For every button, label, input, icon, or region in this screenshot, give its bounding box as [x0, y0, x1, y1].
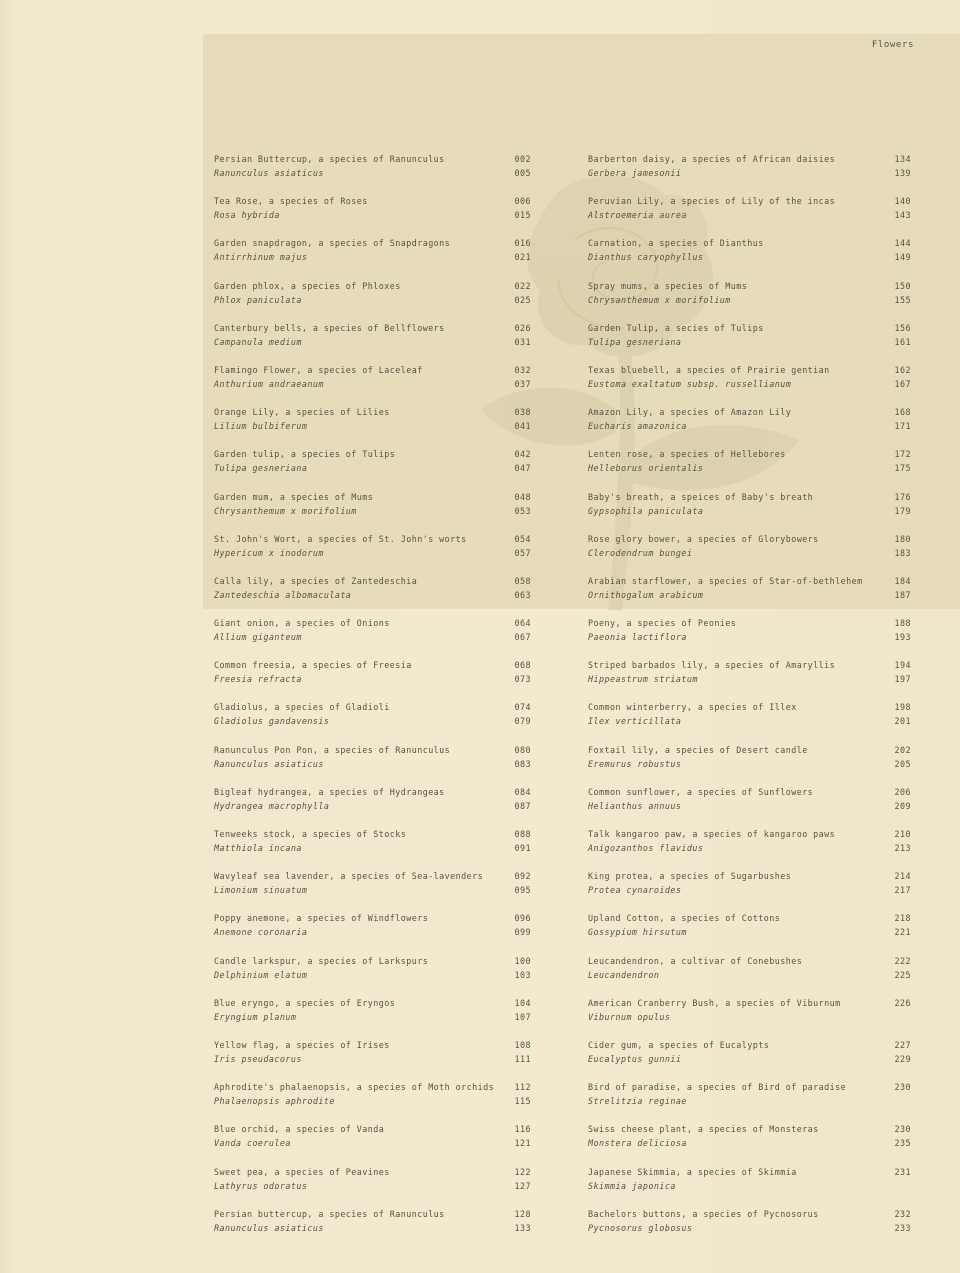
entry-latin-name: Chrysanthemum x morifolium	[214, 505, 357, 516]
entry-common-name: Calla lily, a species of Zantedeschia	[214, 575, 418, 586]
entry-common-name: Poppy anemone, a species of Windflowers	[214, 913, 429, 924]
entry-common-name: Barberton daisy, a species of African daisies	[588, 154, 836, 164]
index-entry	[214, 700, 531, 742]
entry-start-page: 232	[894, 1208, 911, 1219]
index-entry	[214, 869, 531, 911]
entry-common-name: Orange Lily, a species of Lilies	[214, 407, 390, 418]
index-entry	[588, 447, 911, 489]
entry-start-page: 116	[514, 1124, 531, 1135]
entry-start-page: 122	[514, 1166, 531, 1177]
entry-latin-name: Eremurus robustus	[588, 758, 682, 769]
entry-latin-name: Paeonia lactiflora	[588, 632, 687, 643]
entry-start-page: 096	[514, 913, 531, 924]
entry-start-page: 180	[894, 533, 911, 544]
entry-start-page: 198	[894, 702, 911, 713]
entry-start-page: 156	[894, 322, 911, 333]
entry-start-page: 176	[894, 491, 911, 502]
entry-common-name: King protea, a species of Sugarbushes	[588, 871, 792, 882]
index-entry	[588, 1122, 911, 1164]
entry-end-page: 197	[894, 674, 911, 685]
index-entry	[214, 405, 531, 447]
index-entry	[214, 658, 531, 700]
entry-end-page: 047	[514, 463, 531, 474]
entry-common-name: Talk kangaroo paw, a species of kangaroo paws	[588, 829, 836, 839]
index-entry	[588, 827, 911, 869]
entry-latin-name: Hippeastrum striatum	[588, 674, 698, 685]
index-entry	[214, 363, 531, 405]
entry-start-page: 058	[514, 575, 531, 586]
index-entry	[214, 1122, 531, 1164]
index-entry	[588, 911, 911, 953]
entry-start-page: 231	[894, 1166, 911, 1177]
entry-start-page: 227	[894, 1039, 911, 1050]
entry-latin-name: Leucandendron	[588, 969, 660, 980]
entry-common-name: Giant onion, a species of Onions	[214, 618, 390, 629]
index-entry	[214, 743, 531, 785]
index-entry	[214, 996, 531, 1038]
index-entry	[588, 869, 911, 911]
entry-latin-name: Zantedeschia albomaculata	[214, 589, 352, 600]
index-entry	[214, 1207, 531, 1249]
entry-start-page: 210	[894, 829, 911, 839]
index-entry	[588, 743, 911, 785]
index-entry	[588, 321, 911, 363]
entry-latin-name: Viburnum opulus	[588, 1011, 671, 1022]
index-entry	[588, 658, 911, 700]
entry-end-page: 221	[894, 927, 911, 938]
index-entry	[588, 616, 911, 658]
index-entry	[214, 827, 531, 869]
entry-end-page: 095	[514, 885, 531, 896]
entry-end-page: 193	[894, 632, 911, 643]
entry-common-name: Candle larkspur, a species of Larkspurs	[214, 955, 429, 966]
entry-end-page: 201	[894, 716, 911, 727]
entry-latin-name: Anemone coronaria	[214, 927, 308, 938]
entry-latin-name: Monstera deliciosa	[588, 1138, 687, 1149]
index-entry	[588, 996, 911, 1038]
entry-latin-name: Eucalyptus gunnii	[588, 1053, 682, 1064]
entry-start-page: 108	[514, 1039, 531, 1050]
index-entry	[588, 490, 911, 532]
entry-latin-name: Anthurium andraeanum	[214, 378, 324, 389]
entry-latin-name: Ranunculus asiaticus	[214, 758, 324, 769]
entry-start-page: 006	[514, 196, 531, 207]
index-column-right	[588, 152, 911, 1249]
entry-latin-name: Pycnosorus globosus	[588, 1222, 693, 1233]
entry-end-page: 149	[894, 252, 911, 263]
entry-common-name: Upland Cotton, a species of Cottons	[588, 913, 781, 924]
entry-latin-name: Eucharis amazonica	[588, 421, 687, 432]
entry-common-name: Garden mum, a species of Mums	[214, 491, 374, 502]
entry-end-page: 087	[514, 800, 531, 811]
entry-latin-name: Helleborus orientalis	[588, 463, 704, 474]
index-entry	[214, 954, 531, 996]
index-entry	[214, 574, 531, 616]
entry-end-page: 057	[514, 547, 531, 558]
entry-latin-name: Gerbera jamesonii	[588, 168, 682, 178]
index-entry	[214, 1038, 531, 1080]
entry-common-name: Poeny, a species of Peonies	[588, 618, 737, 629]
entry-latin-name: Phalaenopsis aphrodite	[214, 1096, 335, 1107]
entry-common-name: Cider gum, a species of Eucalypts	[588, 1039, 770, 1050]
entry-common-name: Garden snapdragon, a species of Snapdragons	[214, 238, 451, 249]
entry-latin-name: Campanula medium	[214, 336, 302, 347]
entry-start-page: 140	[894, 196, 911, 207]
entry-latin-name: Allium giganteum	[214, 632, 302, 643]
entry-latin-name: Hydrangea macrophylla	[214, 800, 330, 811]
entry-latin-name: Limonium sinuatum	[214, 885, 308, 896]
entry-start-page: 230	[894, 1124, 911, 1135]
entry-end-page: 187	[894, 589, 911, 600]
entry-end-page: 079	[514, 716, 531, 727]
entry-end-page: 179	[894, 505, 911, 516]
entry-common-name: Baby's breath, a speices of Baby's breath	[588, 491, 814, 502]
entry-end-page: 021	[514, 252, 531, 263]
entry-common-name: Texas bluebell, a species of Prairie gentian	[588, 364, 830, 375]
entry-end-page: 213	[894, 843, 911, 853]
entry-start-page: 016	[514, 238, 531, 249]
entry-end-page: 091	[514, 843, 531, 853]
entry-common-name: Bachelors buttons, a species of Pycnosorus	[588, 1208, 819, 1219]
entry-end-page: 155	[894, 294, 911, 305]
entry-start-page: 230	[894, 1082, 911, 1093]
entry-latin-name: Ilex verticillata	[588, 716, 682, 727]
entry-common-name: Persian Buttercup, a species of Ranunculus	[214, 154, 445, 164]
entry-common-name: Bird of paradise, a species of Bird of paradise	[588, 1082, 847, 1093]
entry-start-page: 002	[514, 154, 531, 164]
entry-end-page: 139	[894, 168, 911, 178]
index-entry	[588, 1207, 911, 1249]
entry-common-name: Tenweeks stock, a species of Stocks	[214, 829, 407, 839]
entry-start-page: 048	[514, 491, 531, 502]
entry-common-name: Amazon Lily, a species of Amazon Lily	[588, 407, 792, 418]
entry-common-name: Garden phlox, a species of Phloxes	[214, 280, 401, 291]
index-entry	[588, 785, 911, 827]
index-entry	[214, 490, 531, 532]
entry-start-page: 218	[894, 913, 911, 924]
entry-common-name: Lenten rose, a species of Hellebores	[588, 449, 786, 460]
entry-end-page: 143	[894, 210, 911, 221]
entry-start-page: 064	[514, 618, 531, 629]
index-entry	[588, 279, 911, 321]
index-entry	[214, 911, 531, 953]
entry-start-page: 222	[894, 955, 911, 966]
index-entry	[214, 152, 531, 194]
entry-start-page: 150	[894, 280, 911, 291]
entry-end-page: 015	[514, 210, 531, 221]
entry-latin-name: Dianthus caryophyllus	[588, 252, 704, 263]
entry-end-page: 107	[514, 1011, 531, 1022]
entry-common-name: Yellow flag, a species of Irises	[214, 1039, 390, 1050]
entry-end-page: 133	[514, 1222, 531, 1233]
entry-start-page: 202	[894, 744, 911, 755]
entry-common-name: Common freesia, a species of Freesia	[214, 660, 412, 671]
entry-common-name: Leucandendron, a cultivar of Conebushes	[588, 955, 803, 966]
entry-end-page: 073	[514, 674, 531, 685]
entry-common-name: Ranunculus Pon Pon, a species of Ranunculus	[214, 744, 451, 755]
entry-common-name: Spray mums, a species of Mums	[588, 280, 748, 291]
entry-common-name: Canterbury bells, a species of Bellflowers	[214, 322, 445, 333]
entry-latin-name: Gladiolus gandavensis	[214, 716, 330, 727]
index-entry	[588, 152, 911, 194]
entry-latin-name: Ornithogalum arabicum	[588, 589, 704, 600]
entry-end-page: 067	[514, 632, 531, 643]
entry-common-name: Aphrodite's phalaenopsis, a species of Moth orchids	[214, 1082, 495, 1093]
entry-common-name: Garden tulip, a species of Tulips	[214, 449, 396, 460]
entry-common-name: Swiss cheese plant, a species of Monsteras	[588, 1124, 819, 1135]
entry-start-page: 206	[894, 786, 911, 797]
entry-end-page: 167	[894, 378, 911, 389]
index-entry	[588, 574, 911, 616]
entry-common-name: Sweet pea, a species of Peavines	[214, 1166, 390, 1177]
index-entry	[588, 1038, 911, 1080]
entry-end-page: 053	[514, 505, 531, 516]
entry-latin-name: Skimmia japonica	[588, 1180, 676, 1191]
entry-end-page: 127	[514, 1180, 531, 1191]
entry-start-page: 084	[514, 786, 531, 797]
entry-common-name: Rose glory bower, a species of Glorybowers	[588, 533, 819, 544]
entry-common-name: Foxtail lily, a species of Desert candle	[588, 744, 808, 755]
entry-start-page: 168	[894, 407, 911, 418]
entry-start-page: 134	[894, 154, 911, 164]
entry-start-page: 092	[514, 871, 531, 882]
entry-common-name: Japanese Skimmia, a species of Skimmia	[588, 1166, 797, 1177]
entry-end-page: 103	[514, 969, 531, 980]
entry-latin-name: Tulipa gesneriana	[588, 336, 682, 347]
entry-start-page: 022	[514, 280, 531, 291]
entry-start-page: 068	[514, 660, 531, 671]
entry-common-name: Flamingo Flower, a species of Laceleaf	[214, 364, 423, 375]
entry-common-name: Peruvian Lily, a species of Lily of the incas	[588, 196, 836, 207]
entry-end-page: 225	[894, 969, 911, 980]
entry-end-page: 115	[514, 1096, 531, 1107]
index-entry	[588, 1080, 911, 1122]
entry-common-name: Wavyleaf sea lavender, a species of Sea-lavenders	[214, 871, 484, 882]
entry-latin-name: Matthiola incana	[214, 843, 302, 853]
entry-latin-name: Eustoma exaltatum subsp. russellianum	[588, 378, 792, 389]
index-entry	[588, 363, 911, 405]
entry-start-page: 100	[514, 955, 531, 966]
entry-latin-name: Eryngium planum	[214, 1011, 297, 1022]
index-entry	[588, 1165, 911, 1207]
index-entry	[214, 279, 531, 321]
entry-common-name: Gladiolus, a species of Gladioli	[214, 702, 390, 713]
entry-common-name: Tea Rose, a species of Roses	[214, 196, 368, 207]
entry-start-page: 026	[514, 322, 531, 333]
entry-latin-name: Anigozanthos flavidus	[588, 843, 704, 853]
entry-common-name: Bigleaf hydrangea, a species of Hydrangeas	[214, 786, 445, 797]
entry-latin-name: Antirrhinum majus	[214, 252, 308, 263]
entry-common-name: Garden Tulip, a secies of Tulips	[588, 322, 764, 333]
index-entry	[588, 700, 911, 742]
entry-latin-name: Gossypium hirsutum	[588, 927, 687, 938]
entry-common-name: Blue eryngo, a species of Eryngos	[214, 997, 396, 1008]
entry-start-page: 128	[514, 1208, 531, 1219]
index-entry	[588, 532, 911, 574]
entry-end-page: 111	[514, 1053, 531, 1064]
entry-common-name: Carnation, a species of Dianthus	[588, 238, 764, 249]
entry-start-page: 188	[894, 618, 911, 629]
entry-start-page: 214	[894, 871, 911, 882]
entry-start-page: 088	[514, 829, 531, 839]
index-entry	[214, 236, 531, 278]
entry-common-name: Striped barbados lily, a species of Amaryllis	[588, 660, 836, 671]
index-entry	[214, 1080, 531, 1122]
entry-start-page: 184	[894, 575, 911, 586]
index-entry	[214, 194, 531, 236]
entry-start-page: 080	[514, 744, 531, 755]
entry-common-name: Common sunflower, a species of Sunflowers	[588, 786, 814, 797]
entry-latin-name: Phlox paniculata	[214, 294, 302, 305]
index-entry	[214, 785, 531, 827]
entry-latin-name: Vanda coerulea	[214, 1138, 291, 1149]
entry-end-page: 025	[514, 294, 531, 305]
entry-start-page: 038	[514, 407, 531, 418]
entry-end-page: 037	[514, 378, 531, 389]
entry-latin-name: Delphinium elatum	[214, 969, 308, 980]
entry-start-page: 226	[894, 997, 911, 1008]
section-header: Flowers	[871, 40, 914, 50]
index-entry	[588, 954, 911, 996]
entry-start-page: 194	[894, 660, 911, 671]
entry-start-page: 104	[514, 997, 531, 1008]
entry-end-page: 171	[894, 421, 911, 432]
entry-end-page: 183	[894, 547, 911, 558]
entry-end-page: 031	[514, 336, 531, 347]
entry-common-name: Common winterberry, a species of Illex	[588, 702, 797, 713]
entry-end-page: 209	[894, 800, 911, 811]
entry-end-page: 217	[894, 885, 911, 896]
entry-latin-name: Iris pseudacorus	[214, 1053, 302, 1064]
entry-common-name: St. John's Wort, a species of St. John's worts	[214, 533, 467, 544]
entry-end-page: 041	[514, 421, 531, 432]
entry-latin-name: Clerodendrum bungei	[588, 547, 693, 558]
entry-latin-name: Freesia refracta	[214, 674, 302, 685]
entry-start-page: 172	[894, 449, 911, 460]
entry-start-page: 074	[514, 702, 531, 713]
index-entry	[214, 321, 531, 363]
index-column-left	[214, 152, 531, 1249]
entry-latin-name: Lathyrus odoratus	[214, 1180, 308, 1191]
entry-end-page: 063	[514, 589, 531, 600]
entry-latin-name: Rosa hybrida	[214, 210, 280, 221]
entry-start-page: 032	[514, 364, 531, 375]
entry-end-page: 005	[514, 168, 531, 178]
entry-latin-name: Protea cynaroides	[588, 885, 682, 896]
index-entry	[588, 236, 911, 278]
entry-end-page: 233	[894, 1222, 911, 1233]
entry-end-page: 229	[894, 1053, 911, 1064]
entry-latin-name: Hypericum x inodorum	[214, 547, 324, 558]
entry-start-page: 162	[894, 364, 911, 375]
entry-latin-name: Alstroemeria aurea	[588, 210, 687, 221]
index-entry	[588, 194, 911, 236]
entry-start-page: 144	[894, 238, 911, 249]
entry-latin-name: Gypsophila paniculata	[588, 505, 704, 516]
entry-common-name: Arabian starflower, a species of Star-of-bethlehem	[588, 575, 863, 586]
entry-start-page: 112	[514, 1082, 531, 1093]
index-entry	[214, 532, 531, 574]
entry-end-page: 175	[894, 463, 911, 474]
index-entry	[214, 447, 531, 489]
entry-common-name: Persian buttercup, a species of Ranunculus	[214, 1208, 445, 1219]
entry-start-page: 042	[514, 449, 531, 460]
entry-end-page: 161	[894, 336, 911, 347]
entry-latin-name: Ranunculus asiaticus	[214, 168, 324, 178]
index-entry	[214, 616, 531, 658]
entry-common-name: Blue orchid, a species of Vanda	[214, 1124, 385, 1135]
entry-latin-name: Chrysanthemum x morifolium	[588, 294, 731, 305]
entry-end-page: 205	[894, 758, 911, 769]
entry-start-page: 054	[514, 533, 531, 544]
index-entry	[588, 405, 911, 447]
entry-end-page: 083	[514, 758, 531, 769]
entry-latin-name: Strelitzia reginae	[588, 1096, 687, 1107]
entry-latin-name: Helianthus annuus	[588, 800, 682, 811]
entry-end-page: 235	[894, 1138, 911, 1149]
entry-latin-name: Ranunculus asiaticus	[214, 1222, 324, 1233]
entry-common-name: American Cranberry Bush, a species of Viburnum	[588, 997, 841, 1008]
entry-end-page: 099	[514, 927, 531, 938]
index-entry	[214, 1165, 531, 1207]
entry-end-page: 121	[514, 1138, 531, 1149]
entry-latin-name: Tulipa gesneriana	[214, 463, 308, 474]
entry-latin-name: Lilium bulbiferum	[214, 421, 308, 432]
